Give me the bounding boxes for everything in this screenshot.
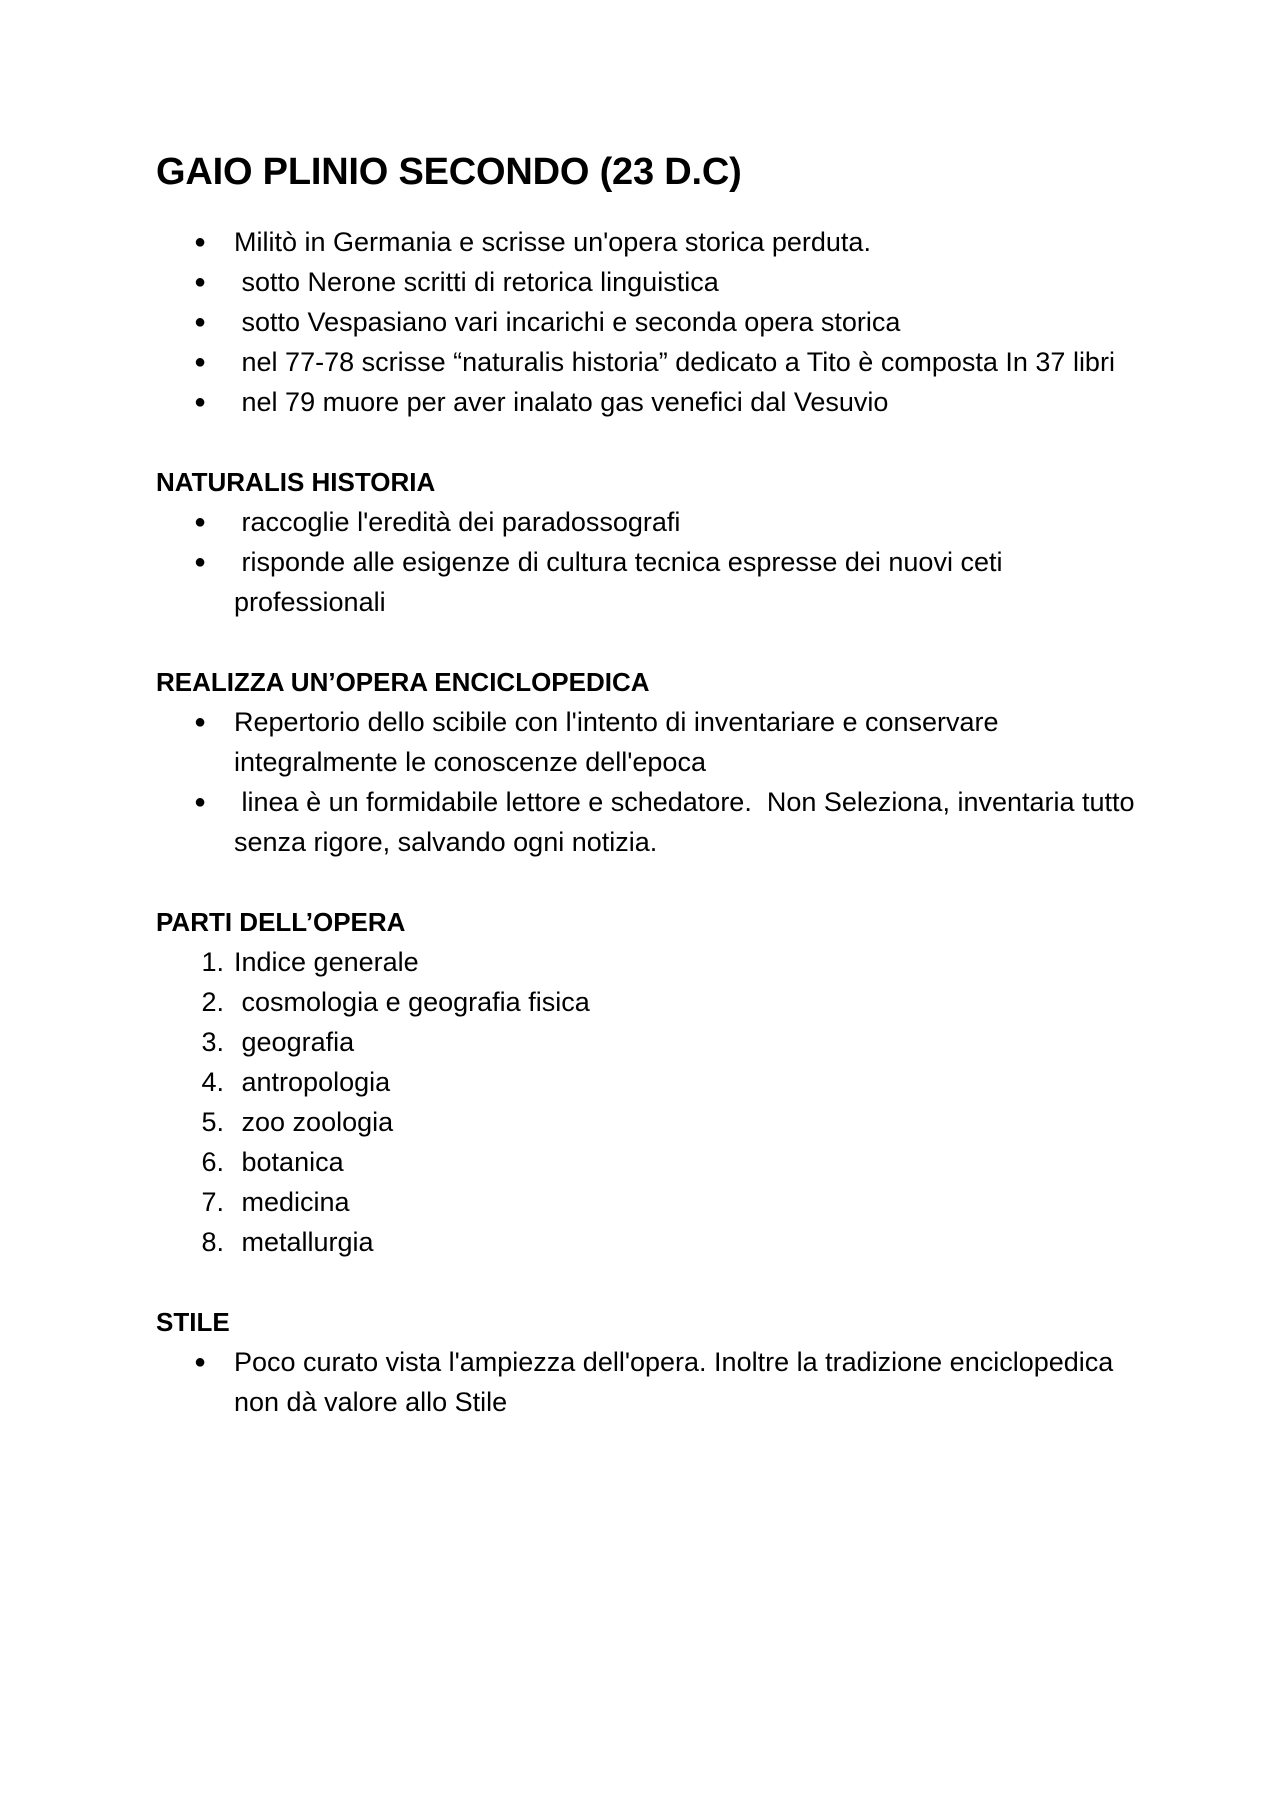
bullet-icon: ● (194, 1350, 207, 1373)
list-item: ● sotto Vespasiano vari incarichi e seconda opera storica (156, 302, 1146, 342)
document-page (156, 150, 1146, 1422)
list-item: ● risponde alle esigenze di cultura tecnica espresse dei nuovi ceti professionali (156, 542, 1146, 622)
list-number: 6. (201, 1146, 224, 1177)
list-item: 4. antropologia (156, 1062, 1146, 1102)
bullet-icon: ● (194, 550, 207, 573)
parti-list (156, 942, 1146, 1262)
list-item: 8. metallurgia (156, 1222, 1146, 1262)
list-item: 3. geografia (156, 1022, 1146, 1062)
bullet-icon: ● (194, 710, 207, 733)
list-item: 6. botanica (156, 1142, 1146, 1182)
list-item: ● Repertorio dello scibile con l'intento di inventariare e conservare integralmente le conoscenze dell'epoca (156, 702, 1146, 782)
page-title: GAIO PLINIO SECONDO (23 D.C) (156, 151, 742, 193)
naturalis-list (156, 502, 1146, 622)
bullet-icon: ● (194, 350, 207, 373)
list-item: 2. cosmologia e geografia fisica (156, 982, 1146, 1022)
bullet-icon: ● (194, 790, 207, 813)
section-heading-parti: PARTI DELL’OPERA (156, 906, 406, 937)
enciclopedica-list (156, 702, 1146, 862)
list-number: 8. (201, 1226, 224, 1257)
list-item: ● nel 79 muore per aver inalato gas venefici dal Vesuvio (156, 382, 1146, 422)
list-item: ● Militò in Germania e scrisse un'opera storica perduta. (156, 222, 1146, 262)
list-number: 2. (201, 986, 224, 1017)
list-item: ● Poco curato vista l'ampiezza dell'opera. Inoltre la tradizione enciclopedica non dà valore allo Stile (156, 1342, 1146, 1422)
list-item: 1. Indice generale (156, 942, 1146, 982)
bullet-icon: ● (194, 270, 207, 293)
list-item: ● linea è un formidabile lettore e schedatore. Non Seleziona, inventaria tutto senza rigore, salvando ogni notizia. (156, 782, 1146, 862)
list-number: 4. (201, 1066, 224, 1097)
section-heading-enciclopedica: REALIZZA UN’OPERA ENCICLOPEDICA (156, 666, 650, 697)
list-item: 5. zoo zoologia (156, 1102, 1146, 1142)
list-item: ● sotto Nerone scritti di retorica linguistica (156, 262, 1146, 302)
bullet-icon: ● (194, 390, 207, 413)
bullet-icon: ● (194, 510, 207, 533)
intro-list (156, 222, 1146, 422)
section-heading-stile: STILE (156, 1306, 230, 1337)
list-item: 7. medicina (156, 1182, 1146, 1222)
list-number: 3. (201, 1026, 224, 1057)
list-number: 1. (201, 946, 224, 977)
stile-list (156, 1342, 1146, 1422)
bullet-icon: ● (194, 310, 207, 333)
section-heading-naturalis: NATURALIS HISTORIA (156, 466, 436, 497)
list-number: 7. (201, 1186, 224, 1217)
list-item: ● nel 77-78 scrisse “naturalis historia” dedicato a Tito è composta In 37 libri (156, 342, 1146, 382)
list-number: 5. (201, 1106, 224, 1137)
list-item: ● raccoglie l'eredità dei paradossografi (156, 502, 1146, 542)
bullet-icon: ● (194, 230, 207, 253)
